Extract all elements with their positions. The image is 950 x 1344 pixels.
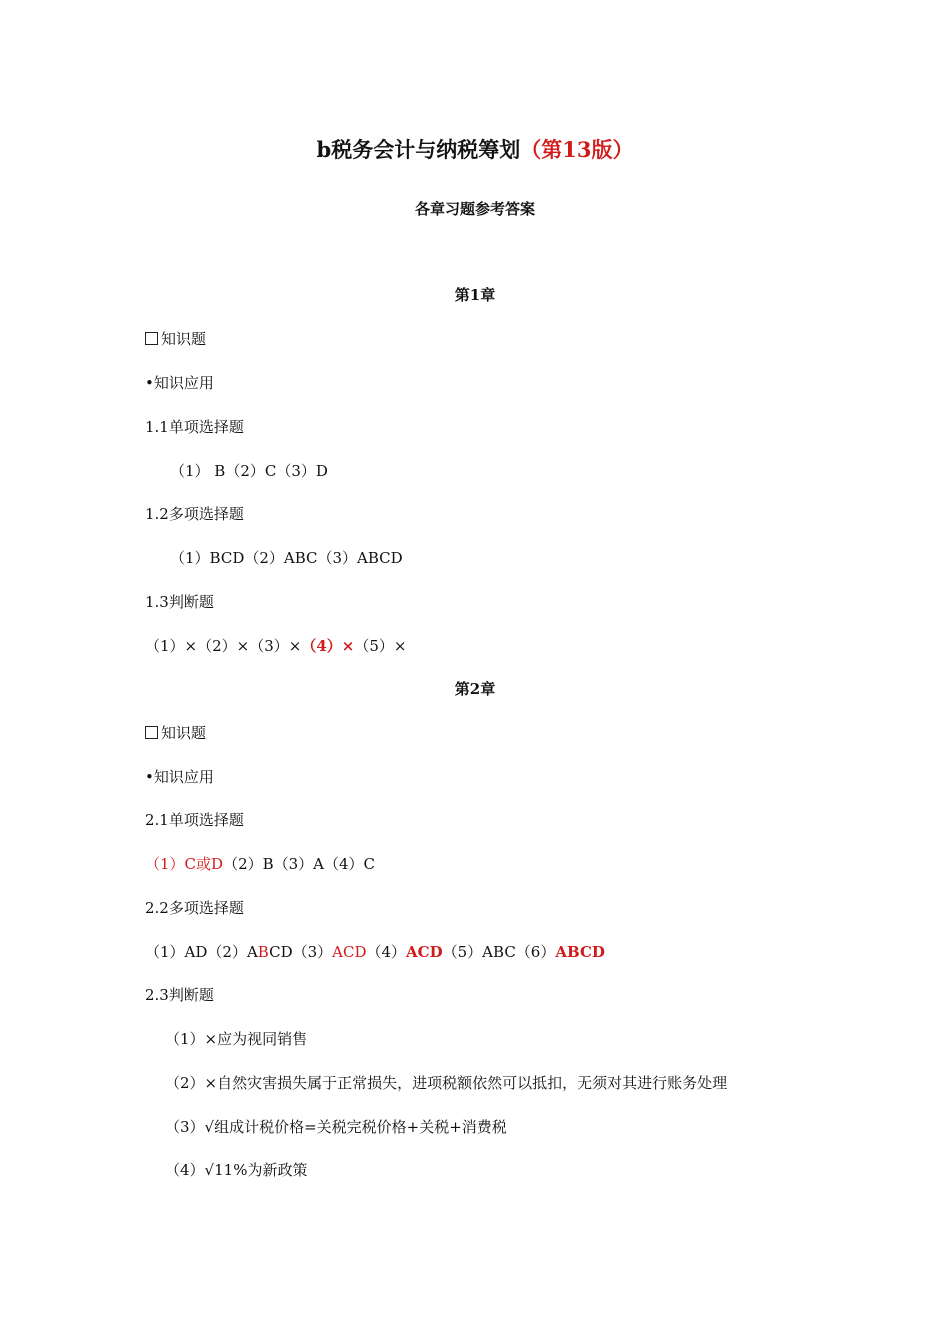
ch2-s3-item: （4）√11%为新政策: [165, 1161, 308, 1179]
ch2-s2-part-8: ABCD: [555, 943, 605, 961]
ch1-application-heading: •知识应用: [145, 374, 214, 392]
document-title: [0, 136, 950, 164]
ch1-section-2-answer: （1）BCD（2）ABC（3）ABCD: [170, 549, 403, 567]
ch2-s2-part-3: CD（3）: [269, 943, 333, 961]
title-main: b税务会计与纳税筹划: [316, 137, 521, 162]
ch2-s2-part-5: （4）: [366, 943, 407, 961]
ch1-knowledge-label: 知识题: [161, 330, 207, 348]
ch2-section-2-title: 2.2多项选择题: [145, 899, 244, 917]
ch1-section-3-title: 1.3判断题: [145, 593, 214, 611]
ch2-section-1-answer: [145, 854, 950, 874]
ch2-s2-part-4: ACD: [332, 943, 367, 961]
ch1-knowledge-heading: [145, 329, 950, 349]
ch2-knowledge-label: 知识题: [161, 724, 207, 742]
ch2-knowledge-heading: [145, 723, 950, 743]
ch2-s2-part-6: ACD: [406, 943, 443, 961]
ch1-section-1-answer: （1） B（2）C（3）D: [170, 462, 328, 480]
ch2-s2-part-1: （1）AD（2）A: [145, 943, 258, 961]
ch2-s3-item: （1）×应为视同销售: [165, 1030, 308, 1048]
ch2-section-2-answer: [145, 942, 950, 962]
ch2-s1-part-b: （2）B（3）A（4）C: [223, 855, 376, 873]
chapter-1-heading: 第1章: [454, 286, 496, 304]
ch2-s2-part-2: B: [257, 943, 270, 961]
ch2-s3-item: （2）×自然灾害损失属于正常损失，进项税额依然可以抵扣，无须对其进行账务处理: [165, 1074, 728, 1092]
ch1-section-1-title: 1.1单项选择题: [145, 418, 244, 436]
chapter-2-heading: 第2章: [454, 680, 496, 698]
checkbox-square-icon: [145, 332, 158, 345]
ch2-section-1-title: 2.1单项选择题: [145, 811, 244, 829]
ch2-application-heading: •知识应用: [145, 768, 214, 786]
ch2-section-3-title: 2.3判断题: [145, 986, 214, 1004]
checkbox-square-icon: [145, 726, 158, 739]
title-edition: （第13版）: [520, 137, 634, 162]
ch2-s3-item: （3）√组成计税价格=关税完税价格+关税+消费税: [165, 1118, 507, 1136]
ch1-s3-part-b: （4）×: [301, 637, 355, 655]
ch1-s3-part-a: （1）×（2）×（3）×: [145, 637, 302, 655]
ch1-section-2-title: 1.2多项选择题: [145, 505, 244, 523]
ch2-s2-part-7: （5）ABC（6）: [442, 943, 556, 961]
ch1-section-3-answer: [145, 636, 950, 656]
document-subtitle: 各章习题参考答案: [414, 200, 535, 218]
ch2-s1-part-a: （1）C或D: [145, 855, 224, 873]
ch1-s3-part-c: （5）×: [354, 637, 407, 655]
